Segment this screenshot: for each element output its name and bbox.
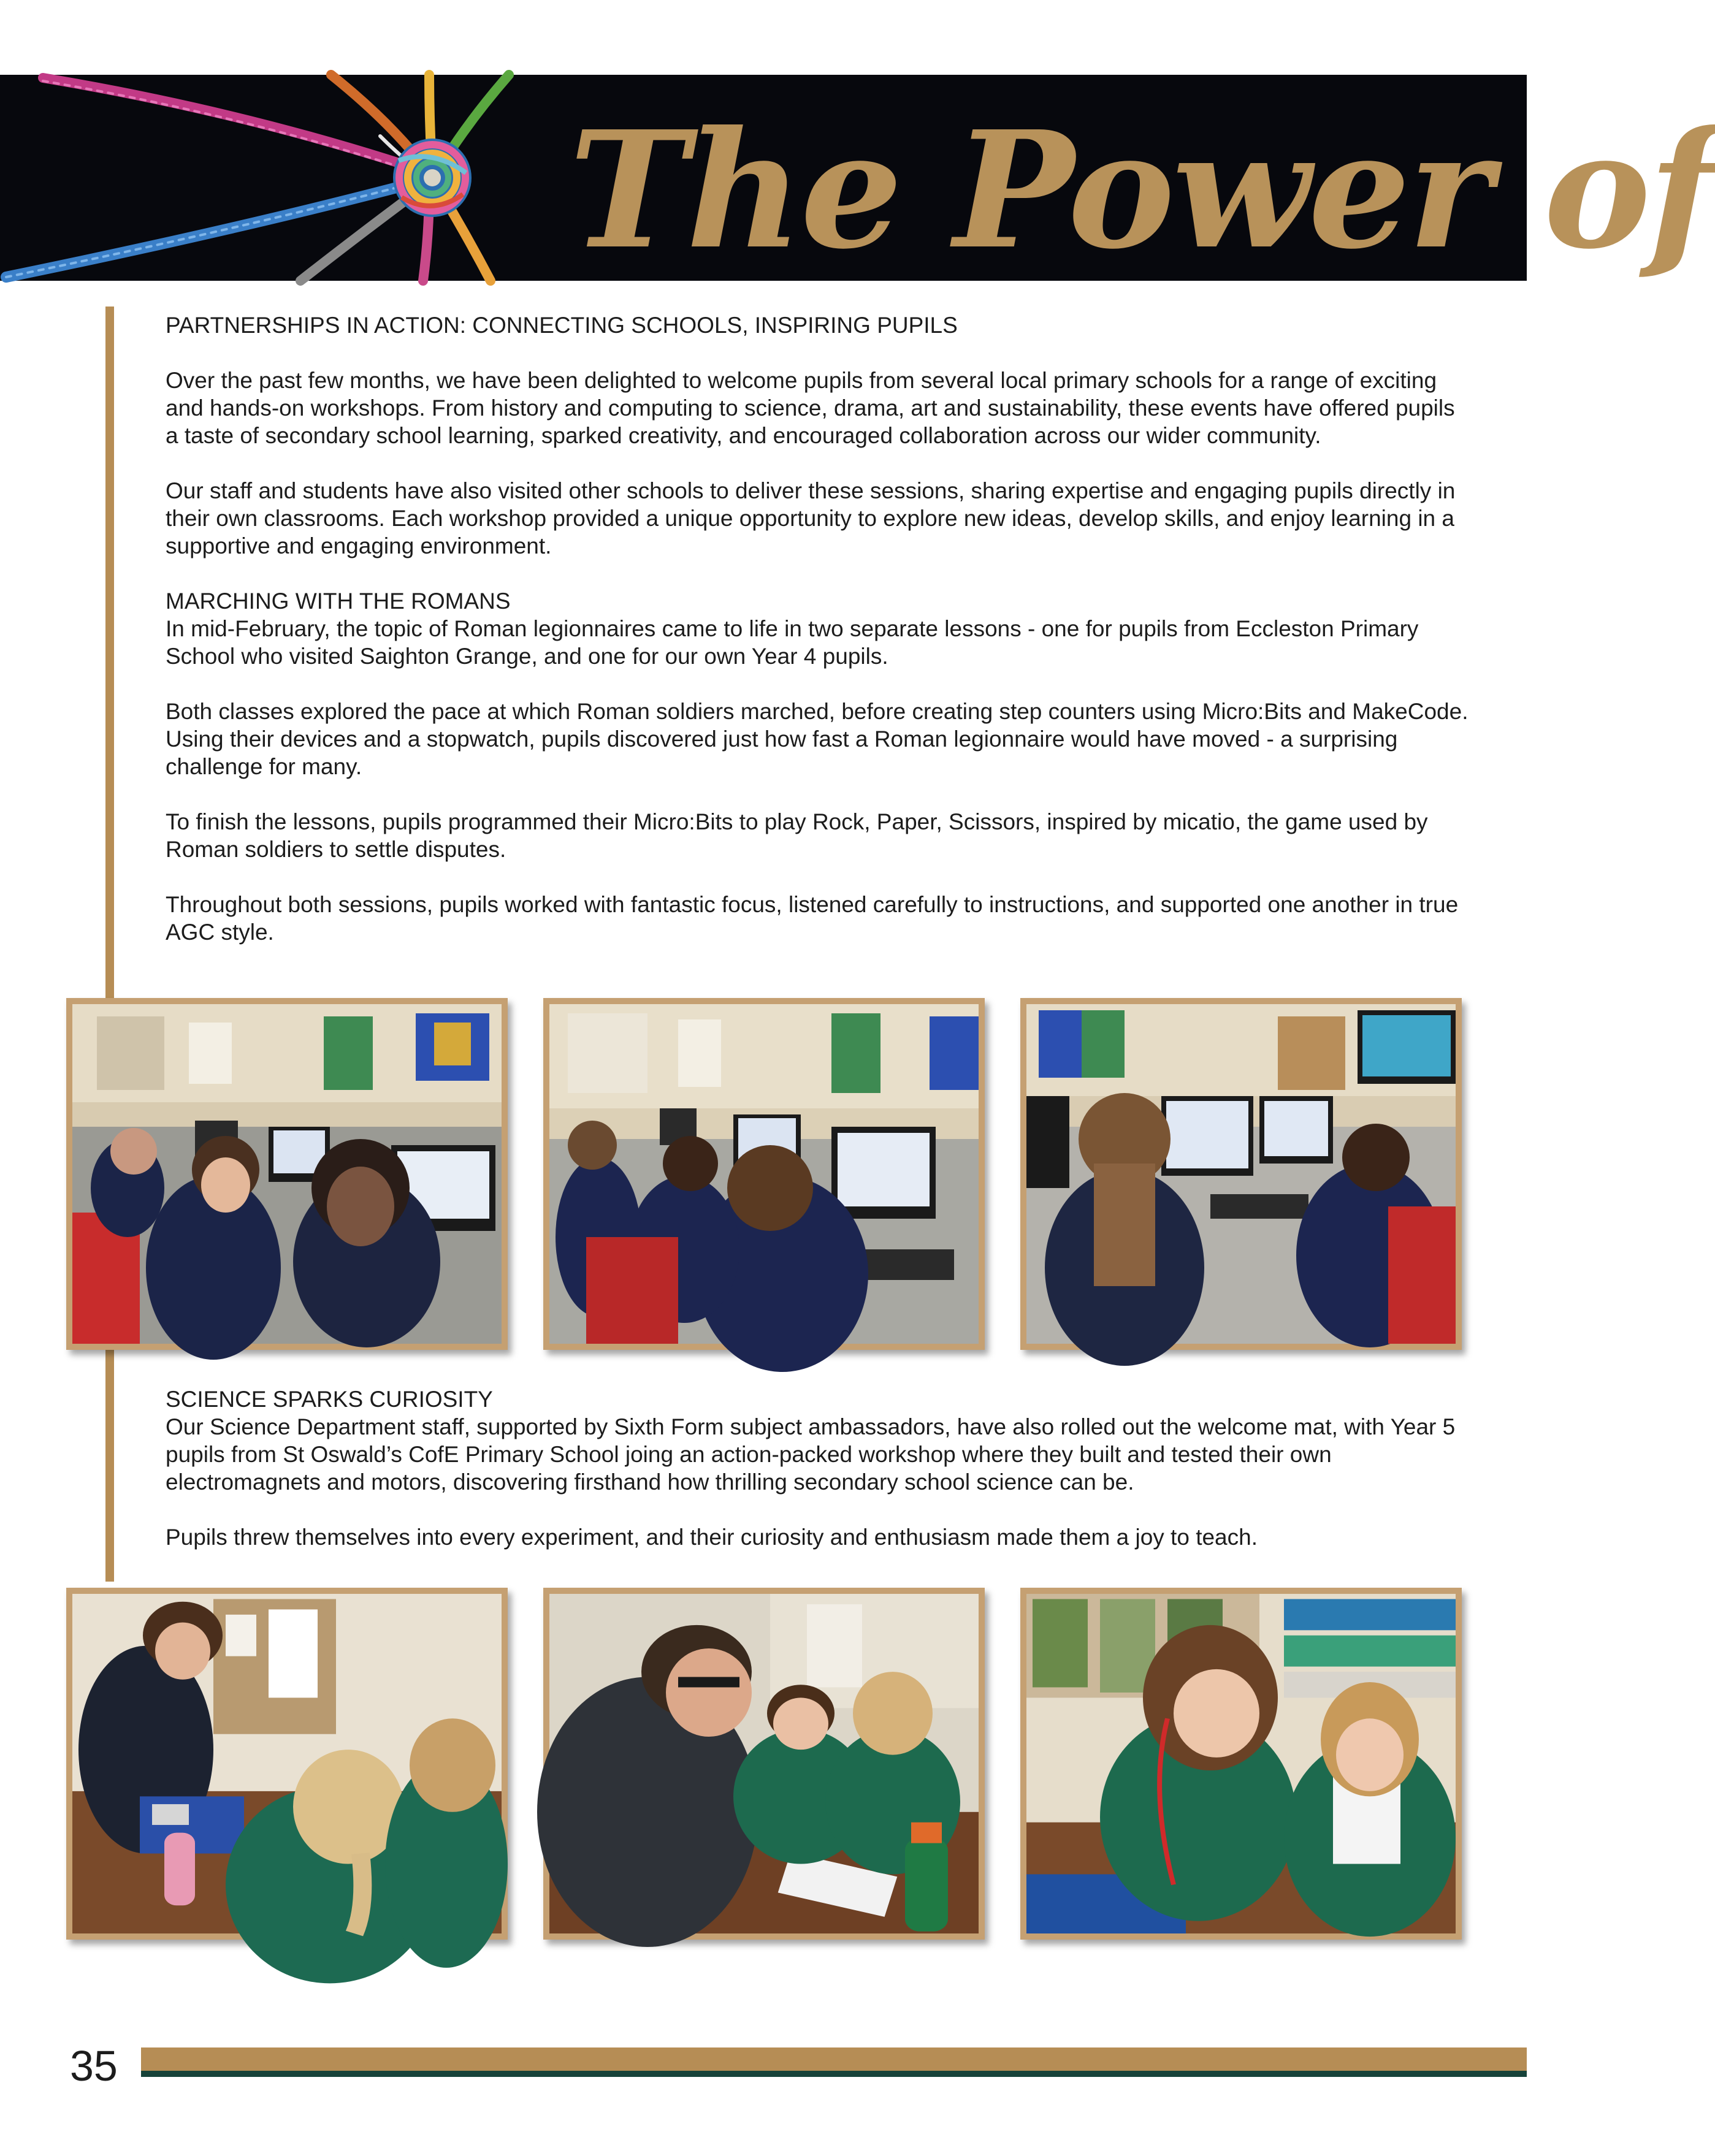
science-workshop-photo-1 [66, 1588, 508, 1940]
section-heading-partnerships: PARTNERSHIPS IN ACTION: CONNECTING SCHOOLS, INSPIRING PUPILS [166, 313, 958, 338]
intro-paragraph-2: Our staff and students have also visited other schools to deliver these sessions, sharing expertise and engaging pupils directly in their own classrooms. Each workshop provided a unique opportunity to explore new ideas, develop skills, and enjoy learning in a supportive and engaging environment. [166, 478, 1456, 558]
romans-paragraph-3: To finish the lessons, pupils programmed their Micro:Bits to play Rock, Paper, Scissors, inspired by micatio, the game used by Roman soldiers to settle disputes. [166, 809, 1428, 862]
romans-paragraph-2: Both classes explored the pace at which Roman soldiers marched, before creating step counters using Micro:Bits and MakeCode. Using their devices and a stopwatch, pupils discovered just how fast a Roman legionnaire would have moved - a surprising challenge for many. [166, 699, 1469, 779]
banner-title: The Power of [569, 96, 1715, 284]
rope-knot-illustration [0, 75, 552, 281]
computing-classroom-photo-1 [66, 998, 508, 1350]
page-number: 35 [70, 2042, 118, 2090]
section-heading-romans: MARCHING WITH THE ROMANS [166, 589, 511, 614]
intro-paragraph-1: Over the past few months, we have been delighted to welcome pupils from several local primary schools for a range of exciting and hands-on workshops. From history and computing to science, drama, art and sustainability, these events have offered pupils a taste of secondary school learning, sparked creativity, and encouraged collaboration across our wider community. [166, 368, 1455, 448]
vertical-rule [105, 307, 114, 1582]
footer-gold-bar [141, 2047, 1527, 2071]
section-heading-science: SCIENCE SPARKS CURIOSITY [166, 1387, 493, 1412]
computing-classroom-photo-3 [1020, 998, 1462, 1350]
article-body-bottom [166, 1385, 1472, 1579]
romans-paragraph-1: In mid-February, the topic of Roman legionnaires came to life in two separate lessons - one for pupils from Eccleston Primary School who visited Saighton Grange, and one for our own Year 4 pupils. [166, 616, 1419, 669]
header-banner [0, 75, 1715, 284]
science-paragraph-2: Pupils threw themselves into every experiment, and their curiosity and enthusiasm made them a joy to teach. [166, 1525, 1258, 1550]
computing-classroom-photo-2 [543, 998, 985, 1350]
science-paragraph-1: Our Science Department staff, supported by Sixth Form subject ambassadors, have also rolled out the welcome mat, with Year 5 pupils from St Oswald’s CofE Primary School joing an action-packed workshop where they built and tested their own electromagnets and motors, discovering firsthand how thrilling secondary school science can be. [166, 1414, 1456, 1495]
romans-paragraph-4: Throughout both sessions, pupils worked with fantastic focus, listened carefully to instructions, and supported one another in true AGC style. [166, 892, 1459, 945]
science-workshop-photo-3 [1020, 1588, 1462, 1940]
science-workshop-photo-2 [543, 1588, 985, 1940]
footer-green-bar [141, 2071, 1527, 2077]
article-body-top [166, 311, 1472, 973]
